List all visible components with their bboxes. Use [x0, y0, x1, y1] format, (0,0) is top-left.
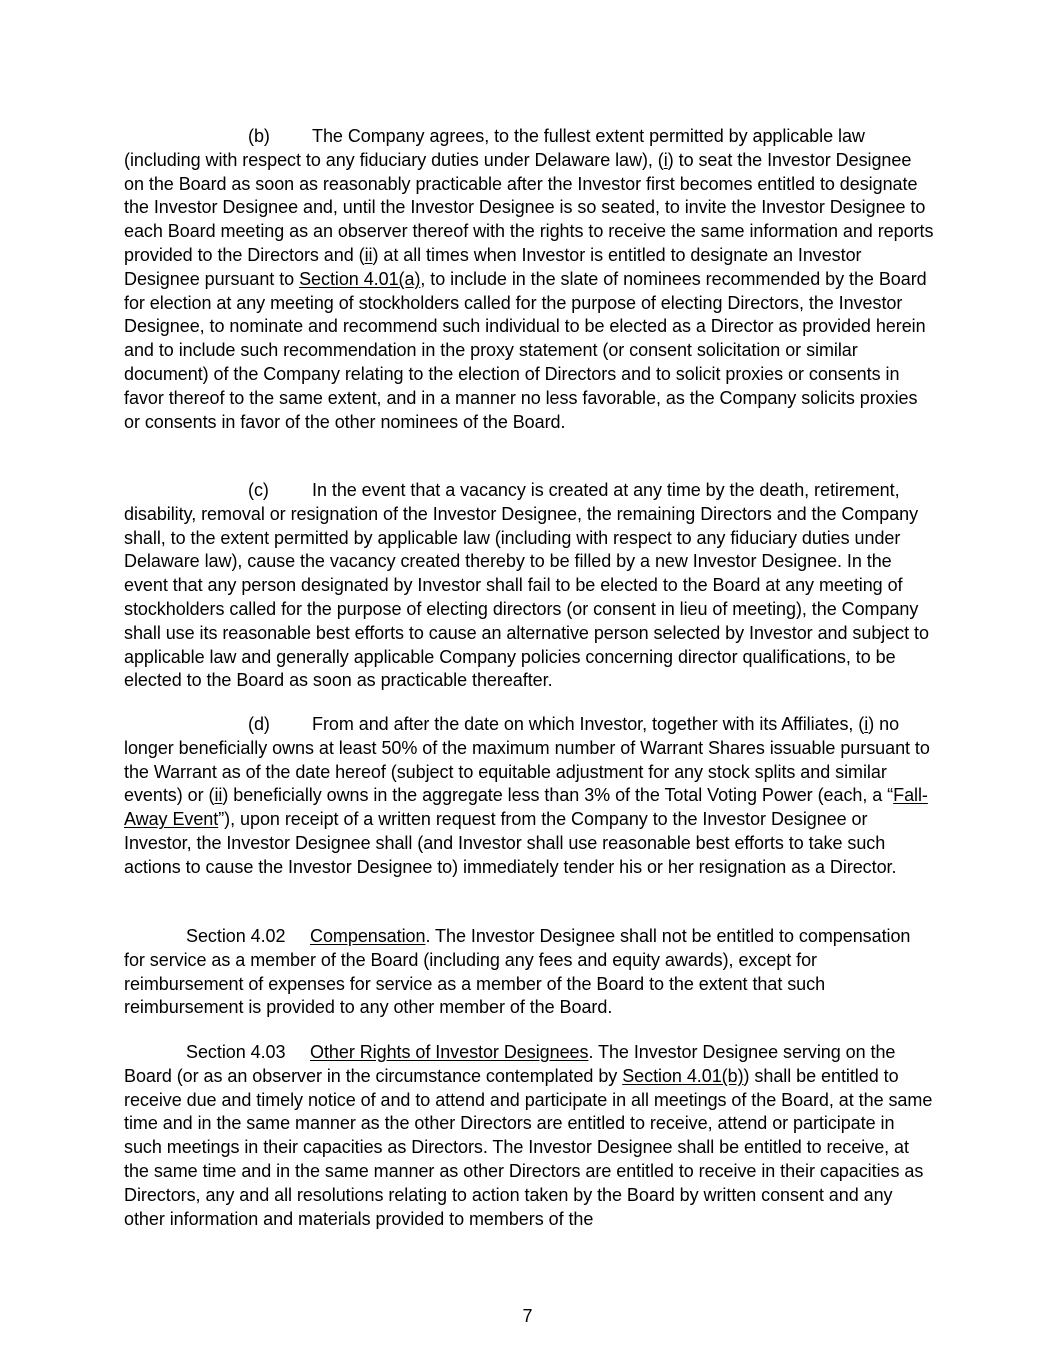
section-number: Section 4.02 — [186, 926, 286, 946]
paragraph-label: (b) — [248, 126, 270, 146]
paragraph-label: (c) — [248, 480, 269, 500]
section-heading: Compensation — [310, 926, 426, 946]
paragraph-c: (c) In the event that a vacancy is created at any time by the death, retirement, disability, removal or resignation of the Investor Designee, the remaining Directors and the Company shall, to the extent permitted by applicable law (including with respect to any fiduciary duties under Delaware law), cause the vacancy created thereby to be filled by a new Investor Designee. In the event that any person designated by Investor shall fail to be elected to the Board at any meeting of stockholders called for the purpose of electing directors (or consent in lieu of meeting), the Company shall use its reasonable best efforts to cause an alternative person selected by Investor and subject to applicable law and generally applicable Company policies concerning director qualifications, to be elected to the Board as soon as practicable thereafter. — [124, 480, 929, 691]
defined-term: Fall-Away Event — [124, 785, 928, 830]
section-reference: Section 4.01(b) — [622, 1065, 744, 1086]
page-number: 7 — [522, 1306, 533, 1326]
section-4-03: Section 4.03 Other Rights of Investor Designees. The Investor Designee serving on the Board (or as an observer in the circumstance contemplated by Section 4.01(b)) shall be entitled to receive due and timely notice of and to attend and participate in all meetings of the Board, at the same time and in the same manner as the other Directors are entitled to receive, attend or participate in such meetings in their capacities as Directors. The Investor Designee shall be entitled to receive, at the same time and in the same manner as other Directors are entitled to receive in their capacities as Directors, any and all resolutions relating to action taken by the Board by written consent and any other information and materials provided to members of the — [124, 1042, 933, 1229]
clause-i: i — [864, 714, 869, 734]
section-heading: Other Rights of Investor Designees — [310, 1042, 589, 1062]
section-4-02: Section 4.02 Compensation. The Investor Designee shall not be entitled to compensation for service as a member of the Board (including any fees and equity awards), except for reimbursement of expenses for service as a member of the Board to the extent that such reimbursement is provided to any other member of the Board. — [124, 926, 911, 1018]
paragraph-d: (d) From and after the date on which Investor, together with its Affiliates, (i) no longer beneficially owns at least 50% of the maximum number of Warrant Shares issuable pursuant to the Warrant as of the date hereof (subject to equitable adjustment for any stock splits and similar events) or (ii) beneficially owns in the aggregate less than 3% of the Total Voting Power (each, a “Fall-Away Event”), upon receipt of a written request from the Company to the Investor Designee or Investor, the Investor Designee shall (and Investor shall use reasonable best efforts to take such actions to cause the Investor Designee to) immediately tender his or her resignation as a Director. — [124, 714, 930, 877]
clause-ii: ii — [214, 785, 223, 806]
clause-ii: ii — [364, 244, 373, 265]
paragraph-label: (d) — [248, 714, 270, 734]
section-number: Section 4.03 — [186, 1042, 286, 1062]
clause-i: i — [663, 149, 668, 170]
section-reference: Section 4.01(a) — [299, 268, 421, 289]
paragraph-b: (b) The Company agrees, to the fullest extent permitted by applicable law (including with respect to any fiduciary duties under Delaware law), (i) to seat the Investor Designee on the Board as soon as reasonably practicable after the Investor first becomes entitled to designate the Investor Designee and, until the Investor Designee is so seated, to invite the Investor Designee to each Board meeting as an observer thereof with the rights to receive the same information and reports provided to the Directors and (ii) at all times when Investor is entitled to designate an Investor Designee pursuant to Section 4.01(a), to include in the slate of nominees recommended by the Board for election at any meeting of stockholders called for the purpose of electing Directors, the Investor Designee, to nominate and recommend such individual to be elected as a Director as provided herein and to include such recommendation in the proxy statement (or consent solicitation or similar document) of the Company relating to the election of Directors and to solicit proxies or consents in favor thereof to the same extent, and in a manner no less favorable, as the Company solicits proxies or consents in favor of the other nominees of the Board. — [124, 126, 934, 432]
